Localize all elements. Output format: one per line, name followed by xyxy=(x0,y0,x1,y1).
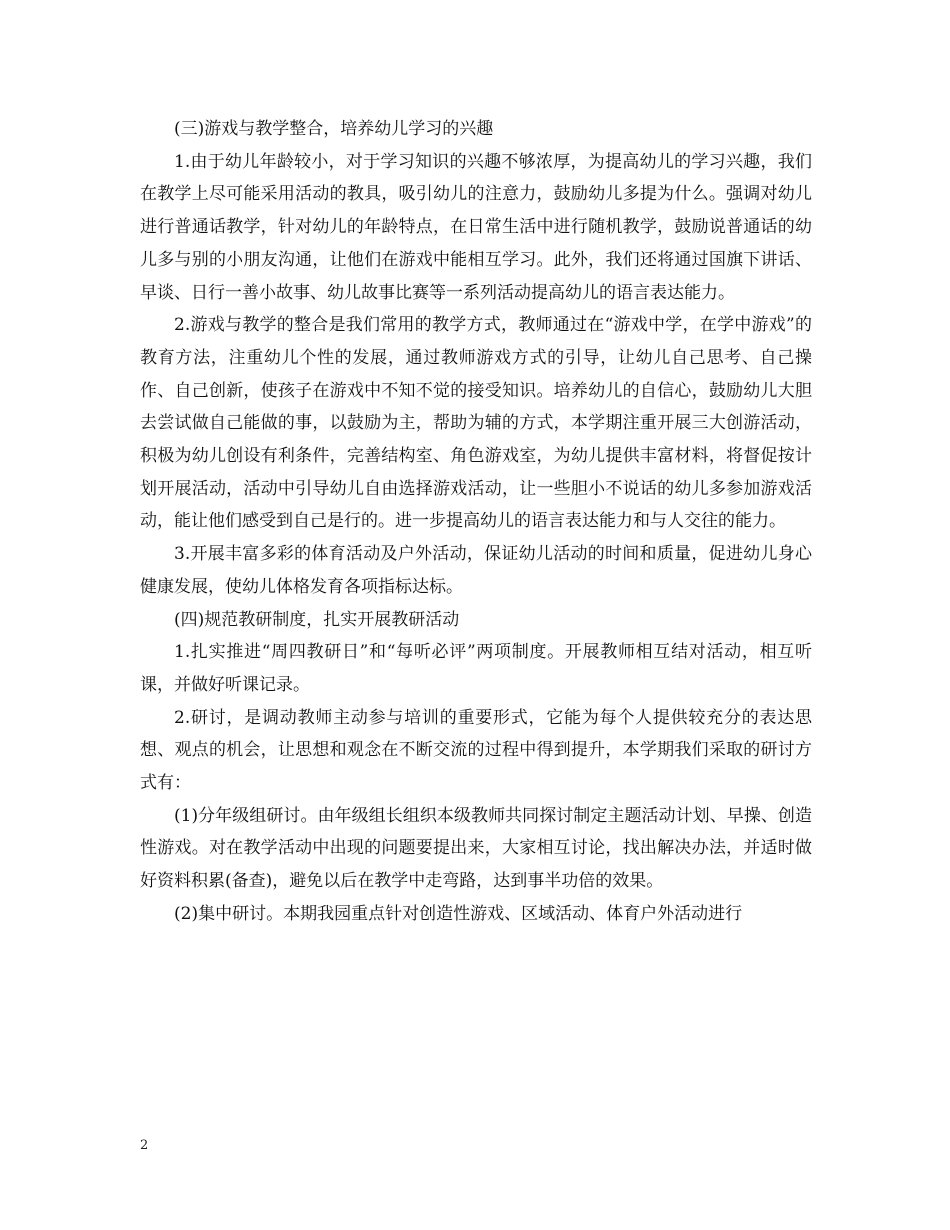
paragraph-item-3: 3.开展丰富多彩的体育活动及户外活动，保证幼儿活动的时间和质量，促进幼儿身心健康发展，使幼儿体格发育各项指标达标。 xyxy=(140,544,812,597)
section-heading-3: (三)游戏与教学整合，培养幼儿学习的兴趣 xyxy=(174,119,494,139)
paragraph-item-4-1: 1.扎实推进“周四教研日”和“每听必评”两项制度。开展教师相互结对活动，相互听课，并做好听课记录。 xyxy=(140,642,812,695)
paragraph-item-2: 2.游戏与教学的整合是我们常用的教学方式，教师通过在“游戏中学，在学中游戏”的教育方法，注重幼儿个性的发展，通过教师游戏方式的引导，让幼儿自己思考、自己操作、自己创新，使孩子在游戏中不知不觉的接受知识。培养幼儿的自信心，鼓励幼儿大胆去尝试做自己能做的事，以鼓励为主，帮助为辅的方式，本学期注重开展三大创游活动，积极为幼儿创设有利条件，完善结构室、角色游戏室，为幼儿提供丰富材料，将督促按计划开展活动，活动中引导幼儿自由选择游戏活动，让一些胆小不说话的幼儿多参加游戏活动，能让他们感受到自己是行的。进一步提高幼儿的语言表达能力和与人交往的能力。 xyxy=(140,315,812,532)
paragraph-subitem-2: (2)集中研讨。本期我园重点针对创造性游戏、区域活动、体育户外活动进行 xyxy=(174,903,743,924)
document-body xyxy=(140,113,812,931)
paragraph-item-1: 1.由于幼儿年龄较小，对于学习知识的兴趣不够浓厚，为提高幼儿的学习兴趣，我们在教学上尽可能采用活动的教具，吸引幼儿的注意力，鼓励幼儿多提为什么。强调对幼儿进行普通话教学，针对幼儿的年龄特点，在日常生活中进行随机教学，鼓励说普通话的幼儿多与别的小朋友沟通，让他们在游戏中能相互学习。此外，我们还将通过国旗下讲话、早谈、日行一善小故事、幼儿故事比赛等一系列活动提高幼儿的语言表达能力。 xyxy=(140,151,812,303)
paragraph-subitem-1: (1)分年级组研讨。由年级组长组织本级教师共同探讨制定主题活动计划、早操、创造性游戏。对在教学活动中出现的问题要提出来，大家相互讨论，找出解决办法，并适时做好资料积累(备查)，避免以后在教学中走弯路，达到事半功倍的效果。 xyxy=(140,805,812,892)
paragraph-item-4-2: 2.研讨，是调动教师主动参与培训的重要形式，它能为每个人提供较充分的表达思想、观点的机会，让思想和观念在不断交流的过程中得到提升，本学期我们采取的研讨方式有： xyxy=(140,707,812,794)
section-heading-4: (四)规范教研制度，扎实开展教研活动 xyxy=(174,609,460,630)
page-number: 2 xyxy=(140,1138,149,1153)
